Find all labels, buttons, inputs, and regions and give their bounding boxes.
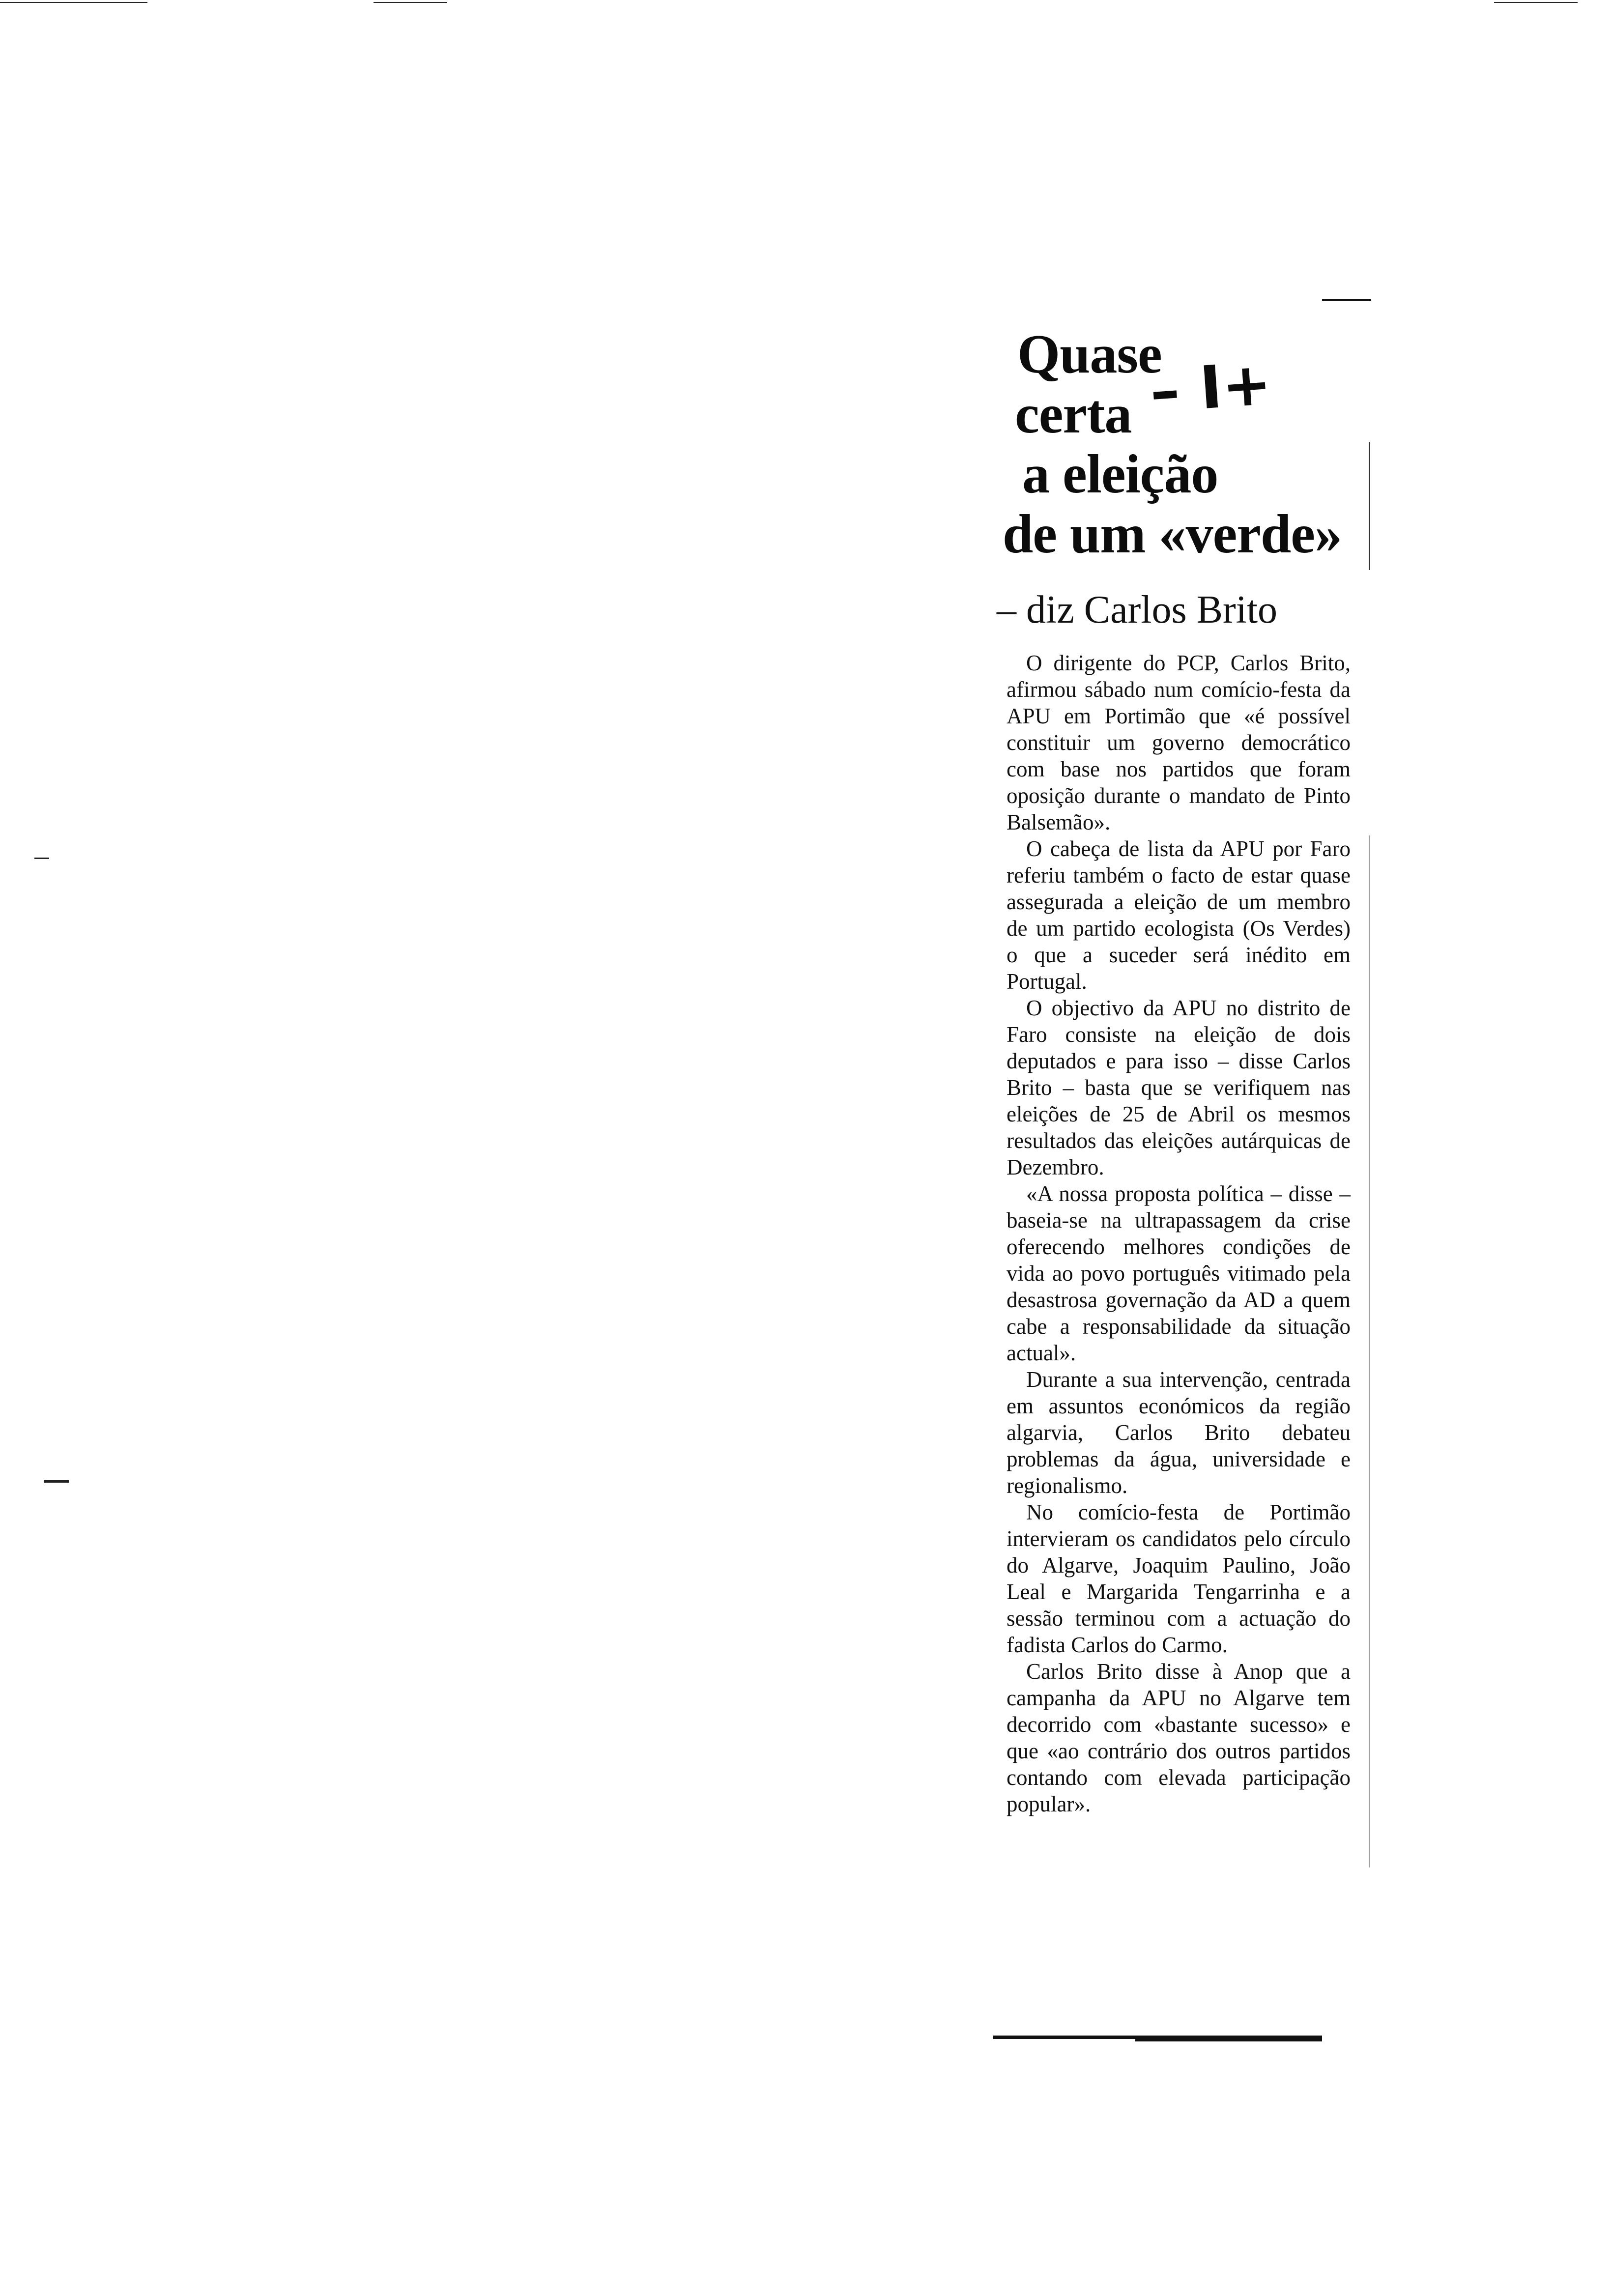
headline-line: a eleição [1022,444,1218,505]
article-paragraph: Carlos Brito disse à Anop que a campanha da APU no Algarve tem decorrido com «bastante sucesso» e que «ao contrário dos outros partidos contando com elevada participação popular». [1007,1659,1351,1816]
article-paragraph: O objectivo da APU no distrito de Faro consiste na eleição de dois deputados e para isso – disse Carlos Brito – basta que se verifiquem nas eleições de 25 de Abril os mesmos resultados das eleições autárquicas de Dezembro. [1007,996,1351,1179]
article-subhead: – diz Carlos Brito [997,588,1278,631]
article-paragraph: O dirigente do PCP, Carlos Brito, afirmou sábado num comício-festa da APU em Portimão que «é possível constituir um governo democrático com base nos partidos que foram oposição durante o mandato de Pinto Balsemão». [1007,651,1351,834]
headline-line: Quase [1017,324,1162,385]
clipping-right-edge-line [1369,442,1370,570]
clipping-bottom-rule [1135,2036,1322,2041]
clipping-bottom-rule [993,2036,1160,2039]
scan-edge-mark [1494,2,1578,3]
article-body [988,650,1351,1817]
scan-stray-mark [34,858,49,859]
clipping-top-rule [1322,299,1371,301]
handwritten-note: – I+ [1148,349,1274,427]
article-paragraph: «A nossa proposta política – disse – baseia-se na ultrapassagem da crise oferecendo melhores condições de vida ao povo português vitimado pela desastrosa governação da AD a quem cabe a responsabilidade da situação actual». [1007,1181,1351,1365]
article-paragraph: O cabeça de lista da APU por Faro referiu também o facto de estar quase assegurada a eleição de um membro de um partido ecologista (Os Verdes) o que a suceder será inédito em Portugal. [1007,836,1351,994]
newspaper-clipping [988,324,1361,1817]
article-paragraph: Durante a sua intervenção, centrada em assuntos económicos da região algarvia, Carlos Brito debateu problemas da água, universidade e regionalismo. [1007,1367,1351,1498]
clipping-right-edge-line [1369,835,1370,1867]
scan-edge-mark [0,2,147,3]
headline-line: certa [1015,384,1132,445]
scan-edge-mark [374,2,447,3]
headline-line: de um «verde» [1003,504,1342,565]
scan-stray-mark [44,1480,69,1483]
article-paragraph: No comício-festa de Portimão intervieram os candidatos pelo círculo do Algarve, Joaquim Paulino, João Leal e Margarida Tengarrinha e a sessão terminou com a actuação do fadista Carlos do Carmo. [1007,1500,1351,1657]
